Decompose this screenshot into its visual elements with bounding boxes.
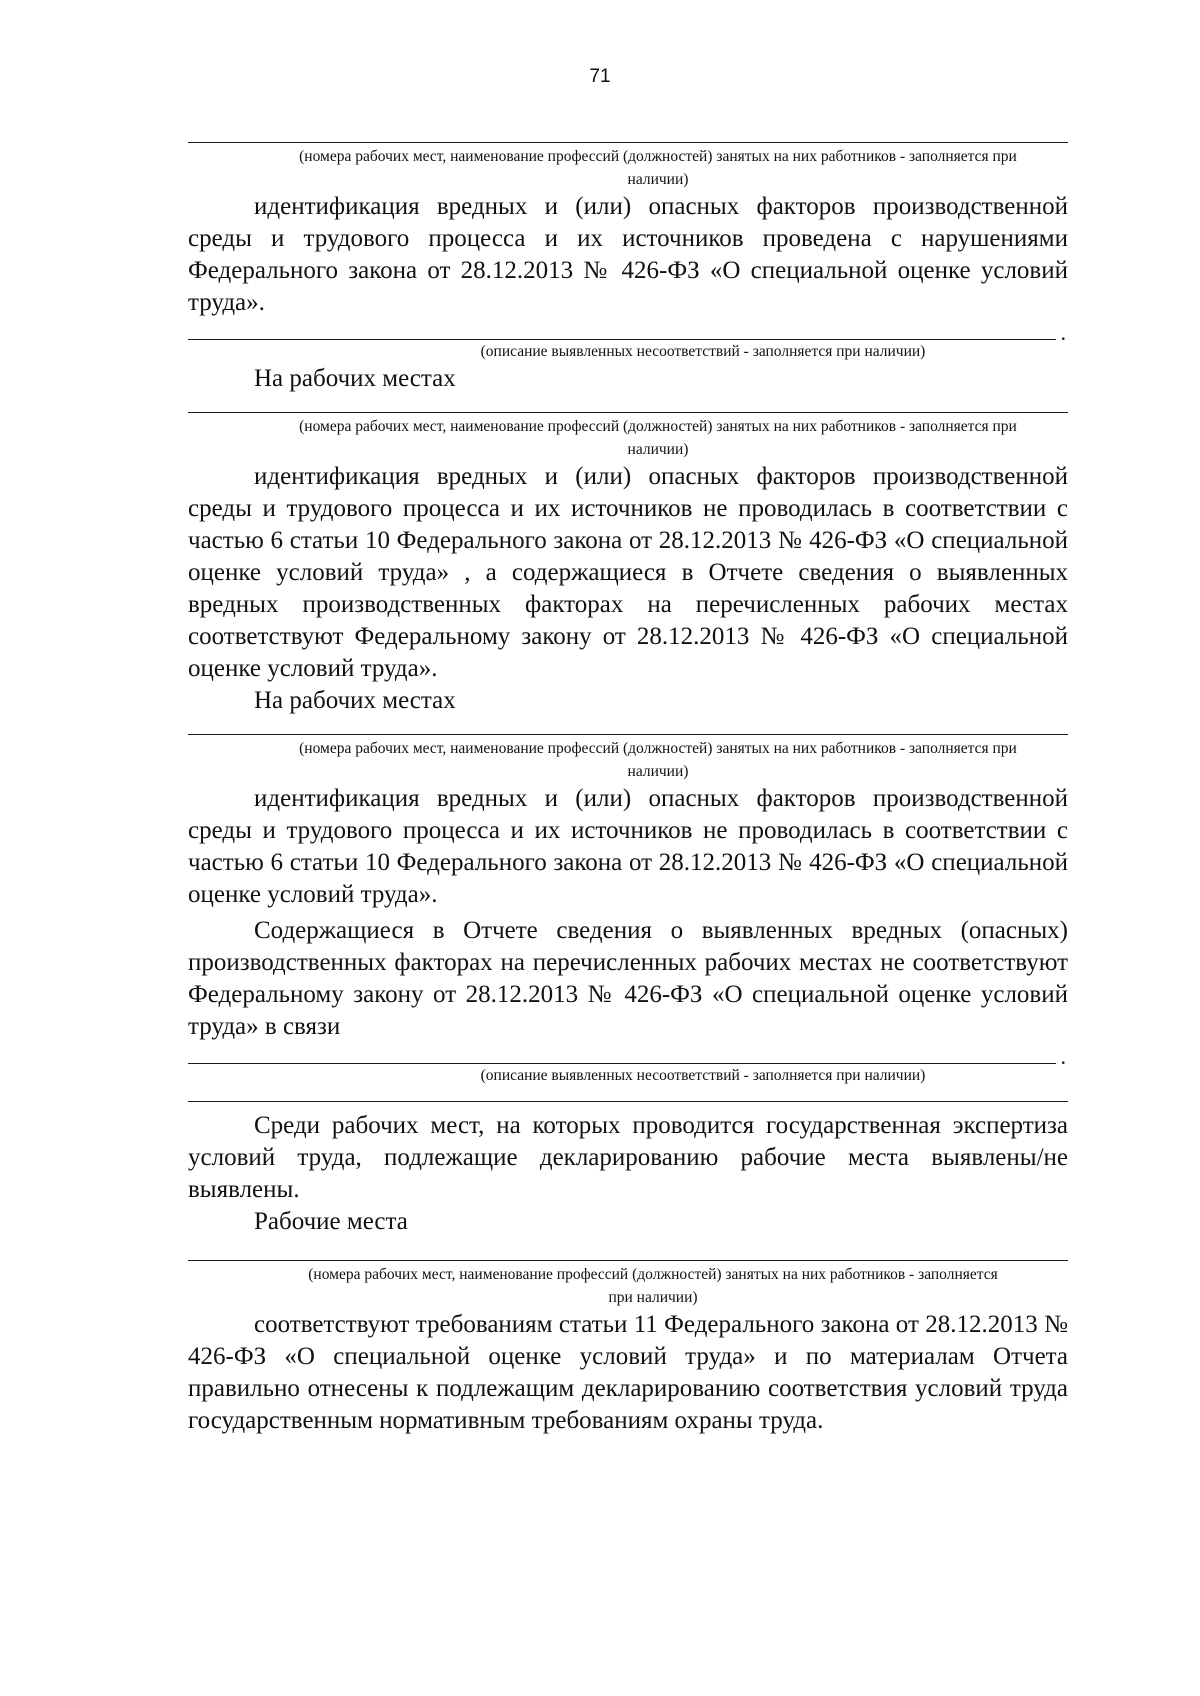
paragraph-not-conducted: идентификация вредных и (или) опасных факторов производственной среды и трудового процесса и их источников не проводилась в соответствии с частью 6 статьи 10 Федерального закона от 28.12.2013 № 426-ФЗ «О специальной оценке условий труда». xyxy=(188,785,1068,908)
paragraph-identification-violations: идентификация вредных и (или) опасных факторов производственной среды и трудового процесса и их источников проведена с нарушениями Федерального закона от 28.12.2013 № 426-ФЗ «О специальной оценке условий труда». xyxy=(188,193,1068,316)
label-on-workplaces: На рабочих местах xyxy=(254,365,456,392)
blank-line-caption: (номера рабочих мест, наименование профессий (должностей) занятых на них работников - заполняется при наличии) xyxy=(299,740,1017,780)
blank-line xyxy=(188,734,1068,735)
paragraph-not-comply: Содержащиеся в Отчете сведения о выявленных вредных (опасных) производственных факторах на перечисленных рабочих местах не соответствуют Федеральному закону от 28.12.2013 № 426-ФЗ «О специальной оценке условий труда» в связи xyxy=(188,917,1068,1040)
blank-line xyxy=(188,142,1068,143)
paragraph-expertise: Среди рабочих мест, на которых проводится государственная экспертиза условий труда, подлежащие декларированию рабочие места выявлены/не выявлены. xyxy=(188,1112,1068,1203)
blank-line xyxy=(188,1260,1068,1261)
blank-line-caption: (номера рабочих мест, наименование профессий (должностей) занятых на них работников - заполняется при наличии) xyxy=(299,148,1017,188)
paragraph-not-conducted-comply: идентификация вредных и (или) опасных факторов производственной среды и трудового процесса и их источников не проводилась в соответствии с частью 6 статьи 10 Федерального закона от 28.12.2013 № 426-ФЗ «О специальной оценке условий труда» , а содержащиеся в Отчете сведения о выявленных вредных производственных факторах на перечисленных рабочих местах соответствуют Федеральному закону от 28.12.2013 № 426-ФЗ «О специальной оценке условий труда». xyxy=(188,463,1068,682)
blank-line-caption: (описание выявленных несоответствий - заполняется при наличии) xyxy=(480,343,926,360)
label-on-workplaces: На рабочих местах xyxy=(254,687,456,714)
document-body xyxy=(188,142,1068,1437)
blank-line-discrepancies xyxy=(188,1063,1056,1064)
blank-line-caption: (номера рабочих мест, наименование профессий (должностей) занятых на них работников - заполняется при наличии) xyxy=(308,1266,998,1306)
blank-line-caption: (номера рабочих мест, наименование профессий (должностей) занятых на них работников - заполняется при наличии) xyxy=(299,418,1017,458)
page-number: 71 xyxy=(589,66,611,87)
blank-line xyxy=(188,1101,1068,1102)
blank-line-discrepancies xyxy=(188,339,1056,340)
label-workplaces: Рабочие места xyxy=(254,1208,408,1235)
paragraph-final: соответствуют требованиям статьи 11 Федерального закона от 28.12.2013 № 426-ФЗ «О специальной оценке условий труда» и по материалам Отчета правильно отнесены к подлежащим декларированию соответствия условий труда государственным нормативным требованиям охраны труда. xyxy=(188,1311,1068,1434)
blank-line-caption: (описание выявленных несоответствий - заполняется при наличии) xyxy=(480,1067,926,1084)
blank-line xyxy=(188,412,1068,413)
